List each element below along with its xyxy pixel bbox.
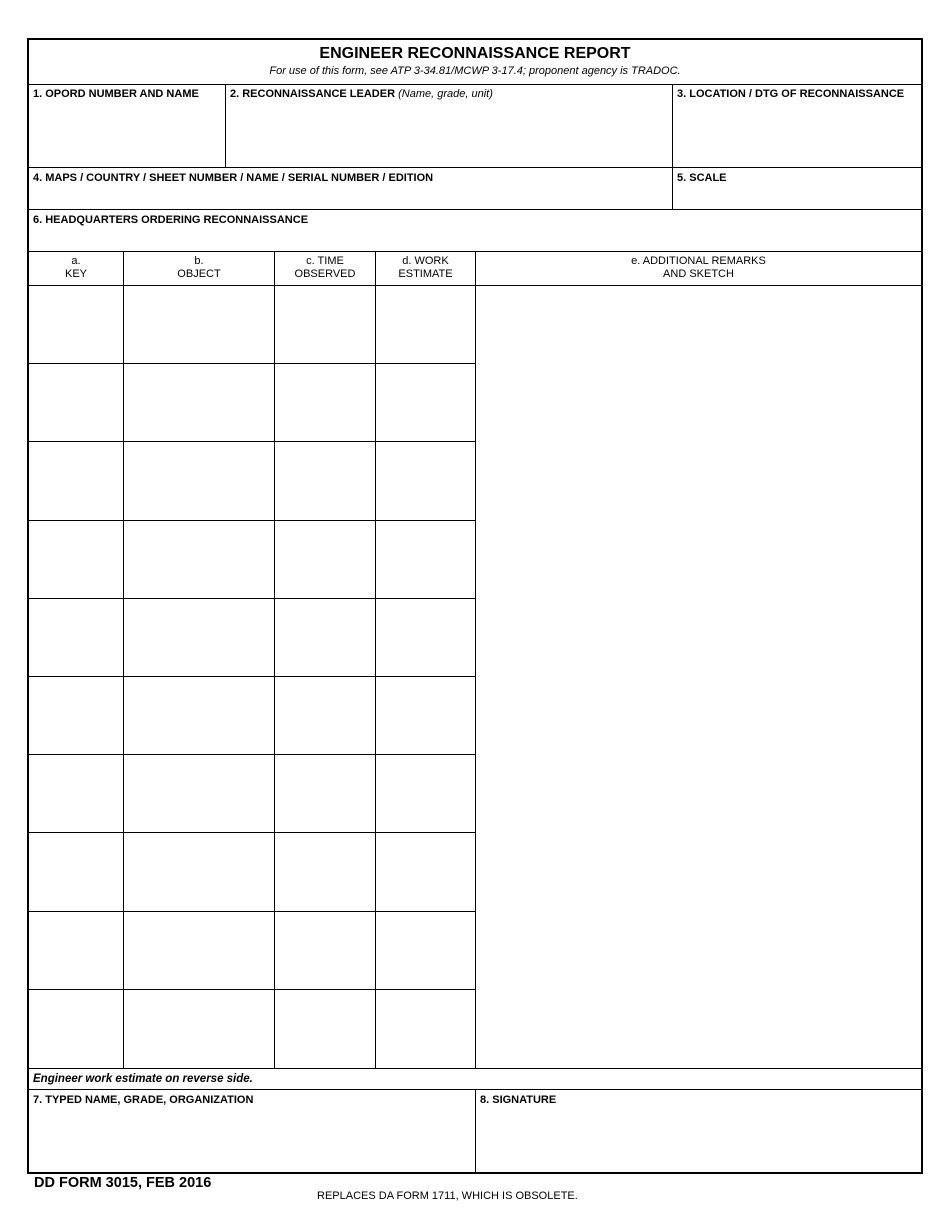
hq-cell [29,210,921,251]
entry-cell-object [123,990,274,1068]
entry-object-input[interactable] [124,912,274,989]
entry-cell-time-observed [274,599,375,677]
col-key-line2: KEY [64,267,87,280]
entry-cell-time-observed [274,755,375,833]
entry-cell-work-estimate [375,677,475,755]
entry-cell-work-estimate [375,442,475,520]
entry-object-input[interactable] [124,521,274,598]
entry-cell-key [29,286,123,364]
entry-key-input[interactable] [29,755,123,832]
col-key-line1: a. [71,255,81,267]
col-work-header [375,252,475,286]
col-time-header [274,252,375,286]
opord-label: 1. OPORD NUMBER AND NAME [33,88,199,100]
form-header [29,40,921,85]
entry-key-input[interactable] [29,599,123,676]
table-header [29,252,921,286]
col-key-header [29,252,123,286]
typed-name-field[interactable] [33,1112,471,1168]
recon-leader-field[interactable] [230,106,668,163]
entry-key-input[interactable] [29,912,123,989]
entry-work-estimate-input[interactable] [376,990,475,1068]
entry-work-estimate-input[interactable] [376,912,475,989]
maps-cell [29,168,672,209]
entry-cell-object [123,364,274,442]
remarks-sketch-area [475,286,921,1068]
entry-cell-key [29,364,123,442]
scale-cell [672,168,921,209]
entry-time-observed-input[interactable] [275,442,375,519]
location-dtg-label: 3. LOCATION / DTG OF RECONNAISSANCE [677,88,905,100]
entry-key-input[interactable] [29,990,123,1068]
form-number: DD FORM 3015, FEB 2016 [34,1175,212,1191]
entry-cell-time-observed [274,364,375,442]
recon-leader-cell [225,84,672,167]
location-dtg-cell [672,84,921,167]
form-subtitle: For use of this form, see ATP 3-34.81/MCWP 3-17.4; proponent agency is TRADOC. [269,65,681,77]
scale-label: 5. SCALE [677,172,727,184]
entry-time-observed-input[interactable] [275,599,375,676]
entry-time-observed-input[interactable] [275,286,375,363]
typed-name-label: 7. TYPED NAME, GRADE, ORGANIZATION [33,1094,254,1106]
remarks-field[interactable] [476,286,921,1068]
form-title: ENGINEER RECONNAISSANCE REPORT [319,45,631,62]
entry-cell-object [123,677,274,755]
entry-cell-key [29,833,123,911]
entry-cell-work-estimate [375,990,475,1068]
entry-cell-work-estimate [375,755,475,833]
entry-object-input[interactable] [124,364,274,441]
entry-object-input[interactable] [124,833,274,910]
entry-object-input[interactable] [124,677,274,754]
replaces-notice: REPLACES DA FORM 1711, WHICH IS OBSOLETE. [317,1190,578,1202]
entry-cell-key [29,990,123,1068]
entry-work-estimate-input[interactable] [376,521,475,598]
entry-work-estimate-input[interactable] [376,364,475,441]
entry-cell-object [123,755,274,833]
entry-key-input[interactable] [29,286,123,363]
entry-key-input[interactable] [29,677,123,754]
signature-cell [475,1090,921,1172]
entry-cell-object [123,912,274,990]
entry-work-estimate-input[interactable] [376,755,475,832]
entry-time-observed-input[interactable] [275,521,375,598]
row-maps-scale [29,168,921,210]
recon-leader-hint: (Name, grade, unit) [398,88,493,100]
reverse-side-note: Engineer work estimate on reverse side. [33,1073,253,1085]
signature-label: 8. SIGNATURE [480,1094,557,1106]
entry-cell-time-observed [274,442,375,520]
entry-object-input[interactable] [124,599,274,676]
hq-label: 6. HEADQUARTERS ORDERING RECONNAISSANCE [33,214,309,226]
col-work-line2: ESTIMATE [398,267,453,280]
recon-leader-label-group [230,88,493,100]
opord-cell [29,84,225,167]
entry-object-input[interactable] [124,286,274,363]
entry-time-observed-input[interactable] [275,990,375,1068]
entry-cell-time-observed [274,286,375,364]
scale-field[interactable] [677,183,917,205]
entry-key-input[interactable] [29,833,123,910]
entry-cell-work-estimate [375,286,475,364]
entry-cell-time-observed [274,521,375,599]
col-object-line2: OBJECT [177,267,221,280]
entry-cell-key [29,677,123,755]
entry-cell-work-estimate [375,599,475,677]
col-object-header [123,252,274,286]
entry-work-estimate-input[interactable] [376,677,475,754]
entry-work-estimate-input[interactable] [376,599,475,676]
entry-cell-object [123,521,274,599]
entry-cell-key [29,521,123,599]
entry-cell-key [29,755,123,833]
entry-key-input[interactable] [29,364,123,441]
col-object-line1: b. [194,255,204,267]
entry-work-estimate-input[interactable] [376,286,475,363]
location-dtg-field[interactable] [677,106,917,163]
entry-cell-object [123,286,274,364]
typed-name-cell [29,1090,475,1172]
recon-leader-label: 2. RECONNAISSANCE LEADER [230,88,396,100]
entry-cell-key [29,442,123,520]
row-name-signature [29,1090,921,1172]
entry-object-input[interactable] [124,990,274,1068]
entry-cell-object [123,599,274,677]
entry-cell-work-estimate [375,833,475,911]
recon-report-form [27,38,923,1174]
row-headquarters [29,210,921,252]
reverse-side-note-row [29,1068,921,1090]
row-opord-leader-location [29,84,921,168]
entry-cell-object [123,833,274,911]
entry-object-input[interactable] [124,442,274,519]
col-remarks-line1: e. ADDITIONAL REMARKS [631,255,766,267]
entry-key-input[interactable] [29,442,123,519]
entry-cell-time-observed [274,990,375,1068]
entry-cell-key [29,599,123,677]
entry-cell-work-estimate [375,912,475,990]
entry-time-observed-input[interactable] [275,677,375,754]
entry-cell-object [123,442,274,520]
entry-cell-time-observed [274,833,375,911]
col-time-line1: c. TIME [306,255,344,267]
entry-work-estimate-input[interactable] [376,442,475,519]
entry-time-observed-input[interactable] [275,364,375,441]
entry-time-observed-input[interactable] [275,912,375,989]
entry-cell-key [29,912,123,990]
hq-field[interactable] [33,225,917,247]
opord-field[interactable] [33,106,221,163]
entry-work-estimate-input[interactable] [376,833,475,910]
entry-cell-work-estimate [375,521,475,599]
signature-field[interactable] [480,1112,917,1168]
col-work-line1: d. WORK [402,255,449,267]
entry-key-input[interactable] [29,521,123,598]
entry-cell-work-estimate [375,364,475,442]
maps-field[interactable] [33,183,668,205]
entry-object-input[interactable] [124,755,274,832]
entry-time-observed-input[interactable] [275,755,375,832]
col-remarks-header [475,252,921,286]
entry-time-observed-input[interactable] [275,833,375,910]
col-time-line2: OBSERVED [294,267,356,280]
col-remarks-line2: AND SKETCH [663,267,734,280]
entry-cell-time-observed [274,677,375,755]
maps-label: 4. MAPS / COUNTRY / SHEET NUMBER / NAME / SERIAL NUMBER / EDITION [33,172,434,184]
entry-cell-time-observed [274,912,375,990]
